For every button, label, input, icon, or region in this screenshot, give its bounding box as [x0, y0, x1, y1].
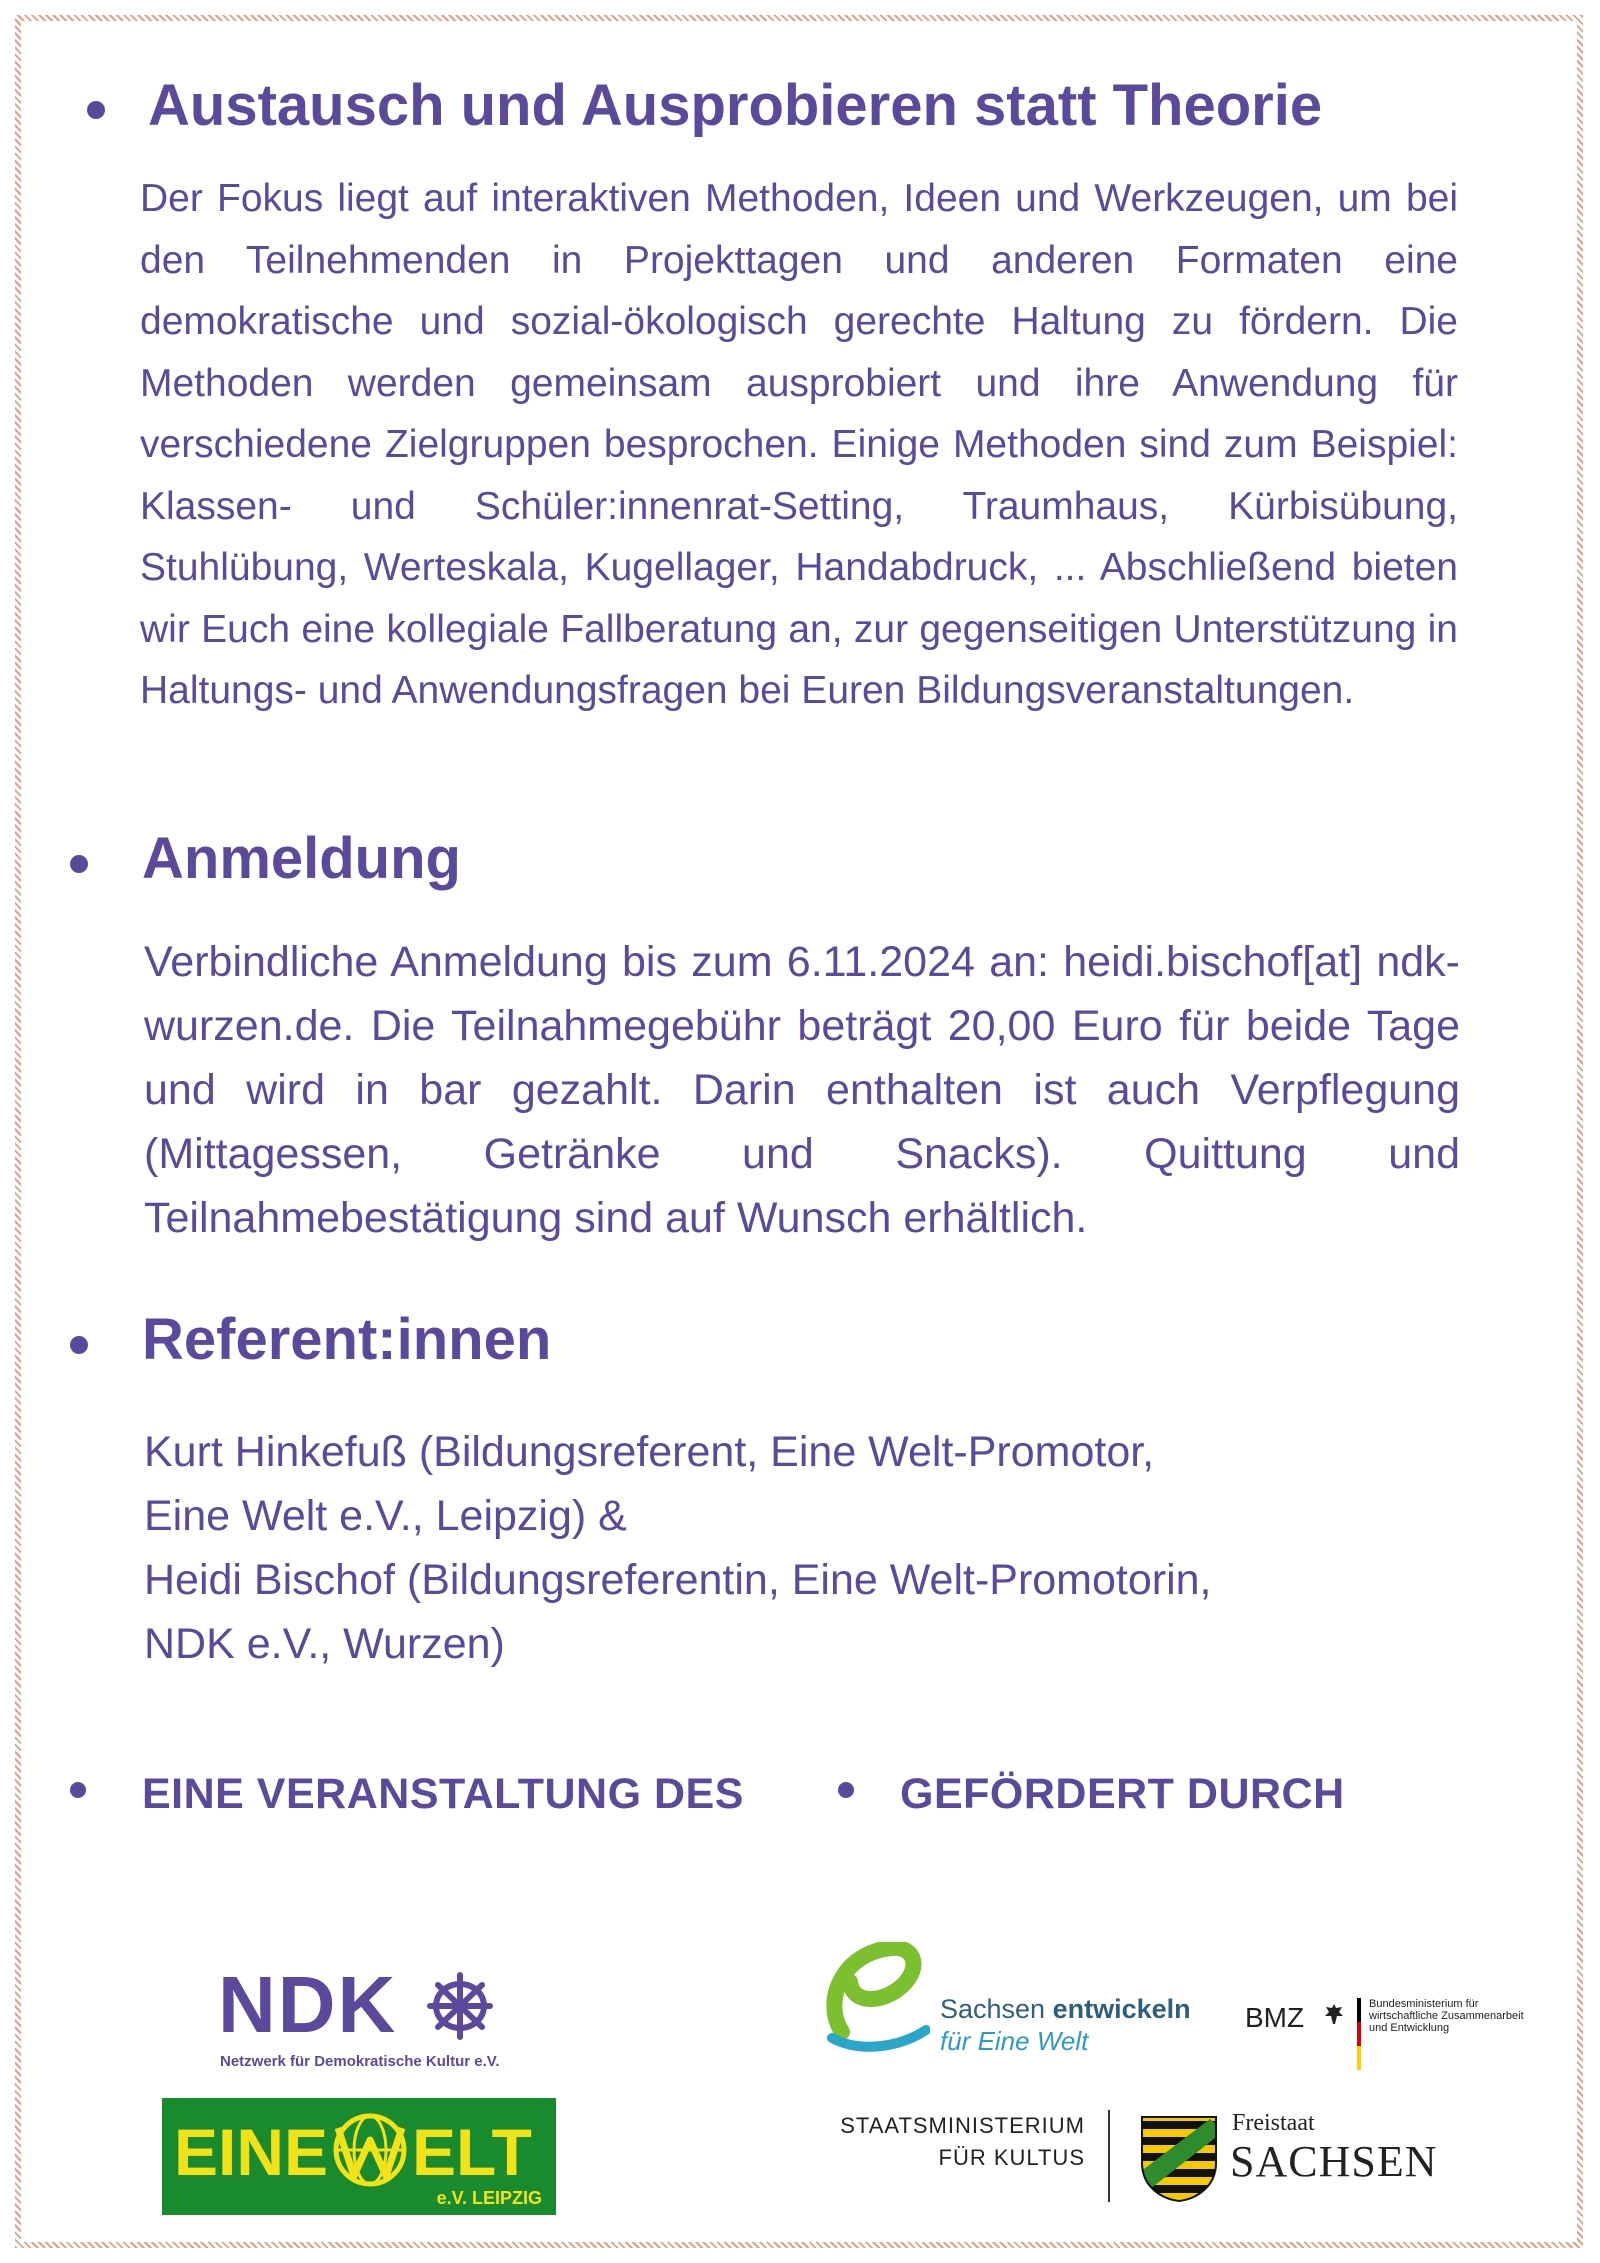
eine-welt-subtitle: e.V. LEIPZIG [436, 2188, 542, 2208]
referent-line: Eine Welt e.V., Leipzig) & [144, 1492, 627, 1540]
paragraph-registration: Verbindliche Anmeldung bis zum 6.11.2024 an: heidi.bischof[at] ndk-wurzen.de. Die Teilnahmegebühr beträgt 20,00 Euro für beide Tage und wird in bar gezahlt. Darin enthalten ist auch Verpflegung (Mittagessen, Getränke und Snacks). Quittung und Teilnahmebestätigung sind auf Wunsch erhältlich. [144, 938, 1460, 1242]
bullet-icon [87, 101, 105, 119]
freistaat-label: Freistaat [1232, 2110, 1315, 2136]
sachsen-entwickeln-title: Sachsen entwickeln [940, 1994, 1191, 2024]
smk-line2: FÜR KULTUS [938, 2145, 1085, 2170]
eine-welt-logo [162, 2098, 556, 2215]
ships-wheel-icon [418, 1971, 498, 2041]
bullet-icon [70, 1782, 86, 1798]
eine-welt-text-right: ELT [412, 2115, 532, 2189]
divider [1108, 2110, 1110, 2202]
bullet-icon [70, 1336, 88, 1354]
bmz-logo [1245, 1998, 1545, 2068]
sachsen-entwickeln-subtitle: für Eine Welt [940, 2026, 1089, 2056]
federal-eagle-icon [1323, 2002, 1345, 2028]
smk-line1: STAATSMINISTERIUM [840, 2113, 1085, 2138]
organizer-label: EINE VERANSTALTUNG DES [142, 1770, 744, 1818]
ndk-logo [218, 1960, 518, 2070]
german-flag-stripe [1357, 1998, 1361, 2070]
heading-austausch: Austausch und Ausprobieren statt Theorie [148, 73, 1323, 138]
heading-anmeldung: Anmeldung [142, 826, 461, 891]
bullet-icon [838, 1782, 854, 1798]
paragraph-methods: Der Fokus liegt auf interaktiven Methoden, Ideen und Werkzeugen, um bei den Teilnehmenden in Projekttagen und anderen Formaten eine demokratische und sozial-ökologisch gerechte Haltung zu fördern. Die Methoden werden gemeinsam ausprobiert und ihre Anwendung für verschiedene Zielgruppen besprochen. Einige Methoden sind zum Beispiel: Klassen- und Schüler:innenrat-Setting, Traumhaus, Kürbisübung, Stuhlübung, Werteskala, Kugellager, Handabdruck, ... Abschließend bieten wir Euch eine kollegiale Fallberatung an, zur gegenseitigen Unterstützung in Haltungs- und Anwendungsfragen bei Euren Bildungsveranstaltungen. [140, 177, 1458, 712]
eine-welt-text-left: EINE [174, 2115, 329, 2189]
globe-w-icon [330, 2110, 410, 2190]
swirl-e-icon [822, 1942, 930, 2060]
referent-line: Heidi Bischof (Bildungsreferentin, Eine Welt-Promotorin, [144, 1556, 1212, 1604]
referent-line: NDK e.V., Wurzen) [144, 1620, 505, 1668]
ndk-letters: NDK [218, 1960, 398, 2049]
heading-referenten: Referent:innen [142, 1307, 552, 1372]
sachsen-entwickeln-logo [822, 1942, 1202, 2062]
bmz-label: BMZ [1245, 2002, 1305, 2033]
bmz-fullname: Bundesministerium für wirtschaftliche Zusammenarbeit und Entwicklung [1369, 1998, 1524, 2034]
funding-label: GEFÖRDERT DURCH [900, 1770, 1345, 1818]
referent-list [144, 1420, 1444, 1676]
referent-line: Kurt Hinkefuß (Bildungsreferent, Eine Welt-Promotor, [144, 1428, 1155, 1476]
bullet-icon [70, 855, 88, 873]
sachsen-label: SACHSEN [1230, 2137, 1438, 2186]
smk-logo [835, 2110, 1085, 2174]
ndk-subtitle: Netzwerk für Demokratische Kultur e.V. [220, 2053, 500, 2070]
saxony-coat-of-arms-icon [1140, 2115, 1218, 2203]
